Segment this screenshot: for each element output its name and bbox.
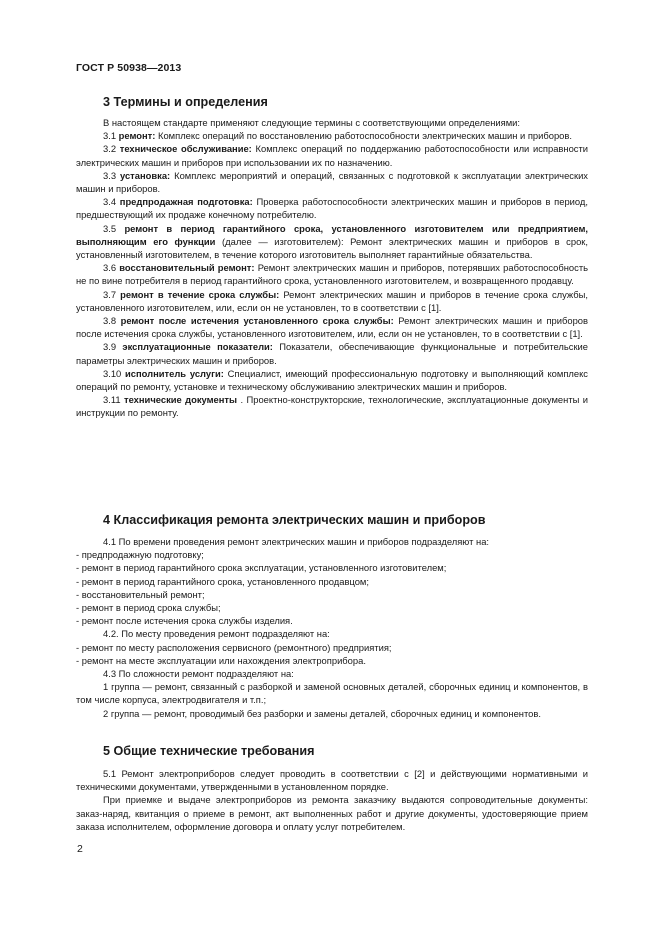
term-number: 3.1 (103, 130, 117, 142)
clause-4-3: 4.3 По сложности ремонт подразделяют на: (103, 668, 294, 680)
term-definition (76, 129, 588, 142)
term-definition (76, 314, 588, 340)
term-number: 3.10 (103, 367, 122, 379)
term-name: ремонт: (118, 130, 156, 142)
term-definition (76, 142, 588, 168)
clause-5-1: 5.1 Ремонт электроприборов следует проводить в соответствии с [2] и действующими нормативными и техническими документами, утвержденными в установленном порядке. (76, 768, 588, 793)
term-text: Ремонт электрических машин и приборов, потерявших работоспособность не по вине потребителя в период гарантийного срока, установленного изготовителем, и возвращенного продавцу. (76, 262, 588, 287)
term-number: 3.6 (103, 262, 117, 274)
term-definition (76, 340, 588, 366)
term-text: Комплекс операций по поддержанию работоспособности или исправности электрических машин и приборов при использовании их по назначению. (76, 143, 589, 168)
group-1: 1 группа — ремонт, связанный с разборкой и заменой основных деталей, сборочных единиц и компонентов, в том числе корпуса, электродвигателя и т.п.; (76, 681, 588, 706)
term-definition (76, 288, 588, 314)
page-number: 2 (77, 843, 83, 855)
term-number: 3.8 (103, 315, 117, 327)
term-text: Ремонт электрических машин и приборов в течение срока службы, установленного изготовителем, или, если он не установлен, то в соответствии с [1]. (76, 288, 589, 313)
terms-list (76, 129, 588, 419)
term-definition (76, 222, 588, 262)
term-number: 3.11 (103, 394, 121, 406)
list-item: - ремонт в период срока службы; (76, 602, 221, 614)
list-item: - ремонт после истечения срока службы изделия. (76, 615, 293, 627)
clause-5-2: При приемке и выдаче электроприборов из ремонта заказчику выдаются сопроводительные документы: заказ-наряд, квитанция о приеме в ремонт, акт выполненных работ и другие документы, удостоверяющие прием заказа исполнителем, оформление договора и оплату услуг потребителем. (76, 794, 588, 832)
term-definition (76, 367, 588, 393)
term-definition (76, 393, 588, 419)
term-text: Комплекс операций по восстановлению работоспособности электрических машин и приборов. (158, 130, 572, 142)
section-5-title: 5 Общие технические требования (103, 744, 315, 758)
term-number: 3.9 (103, 341, 117, 353)
term-name: технические документы (124, 394, 238, 406)
group-2: 2 группа — ремонт, проводимый без разборки и замены деталей, сборочных единиц и компонентов. (103, 707, 541, 719)
list-item: - предпродажную подготовку; (76, 549, 204, 561)
term-definition (76, 261, 588, 287)
term-name: восстановительный ремонт: (119, 262, 255, 274)
term-number: 3.2 (103, 143, 117, 155)
list-4-1 (76, 548, 588, 627)
list-4-2 (76, 641, 588, 667)
term-name: эксплуатационные показатели: (122, 341, 273, 353)
list-item: - ремонт на месте эксплуатации или нахождения электроприбора. (76, 654, 366, 666)
term-number: 3.5 (103, 222, 117, 234)
list-item: - ремонт в период гарантийного срока, установленного продавцом; (76, 575, 369, 587)
list-item: - восстановительный ремонт; (76, 588, 205, 600)
term-name: установка: (119, 169, 171, 181)
section-5-body (76, 767, 588, 833)
section-3-body (76, 116, 588, 420)
term-name: техническое обслуживание: (119, 143, 252, 155)
term-text: . Проектно-конструкторские, технологические, эксплуатационные документы и инструкции по ремонту. (76, 394, 589, 419)
term-definition (76, 195, 588, 221)
term-name: ремонт в период гарантийного срока, установленного изготовителем или предприятием, выполняющим его функции (76, 222, 589, 247)
term-text: Специалист, имеющий профессиональную подготовку и выполняющий комплекс операций по ремонту, установке и техническому обслуживанию электрических машин и приборов. (76, 367, 588, 393)
section-3-intro: В настоящем стандарте применяют следующие термины с соответствующими определениями: (103, 117, 520, 128)
term-text: Комплекс мероприятий и операций, связанных с подготовкой к эксплуатации электрических машин и приборов. (76, 169, 588, 195)
term-name: предпродажная подготовка: (119, 196, 253, 208)
clause-4-1: 4.1 По времени проведения ремонт электрических машин и приборов подразделяют на: (103, 536, 490, 547)
term-text: (далее — изготовителем): Ремонт электрических машин и приборов в срок, установленный изготовителем, в течение которого изготовитель выполняет гарантийные обязательства. (76, 235, 588, 261)
list-item: - ремонт по месту расположения сервисного (ремонтного) предприятия; (76, 641, 392, 653)
term-number: 3.7 (103, 288, 117, 300)
clause-4-2: 4.2. По месту проведения ремонт подразделяют на: (103, 628, 330, 640)
section-4-body (76, 535, 588, 720)
term-text: Ремонт электрических машин и приборов после истечения срока службы, установленного изготовителем, или, если он не установлен, то в соответствии с [1]. (76, 315, 588, 340)
term-name: ремонт в течение срока службы: (120, 288, 280, 300)
term-text: Показатели, обеспечивающие функциональные и потребительские параметры электрических машин и приборов. (76, 341, 589, 366)
term-number: 3.4 (103, 196, 117, 208)
section-4-title: 4 Классификация ремонта электрических машин и приборов (103, 513, 486, 527)
standard-header: ГОСТ Р 50938—2013 (76, 62, 182, 74)
term-number: 3.3 (103, 169, 117, 181)
section-3-title: 3 Термины и определения (103, 95, 268, 109)
term-name: исполнитель услуги: (125, 367, 224, 379)
list-item: - ремонт в период гарантийного срока эксплуатации, установленного изготовителем; (76, 562, 447, 574)
term-name: ремонт после истечения установленного срока службы: (120, 315, 394, 327)
term-definition (76, 169, 588, 195)
term-text: Проверка работоспособности электрических машин и приборов в период, предшествующий их продаже конечному потребителю. (76, 196, 588, 221)
